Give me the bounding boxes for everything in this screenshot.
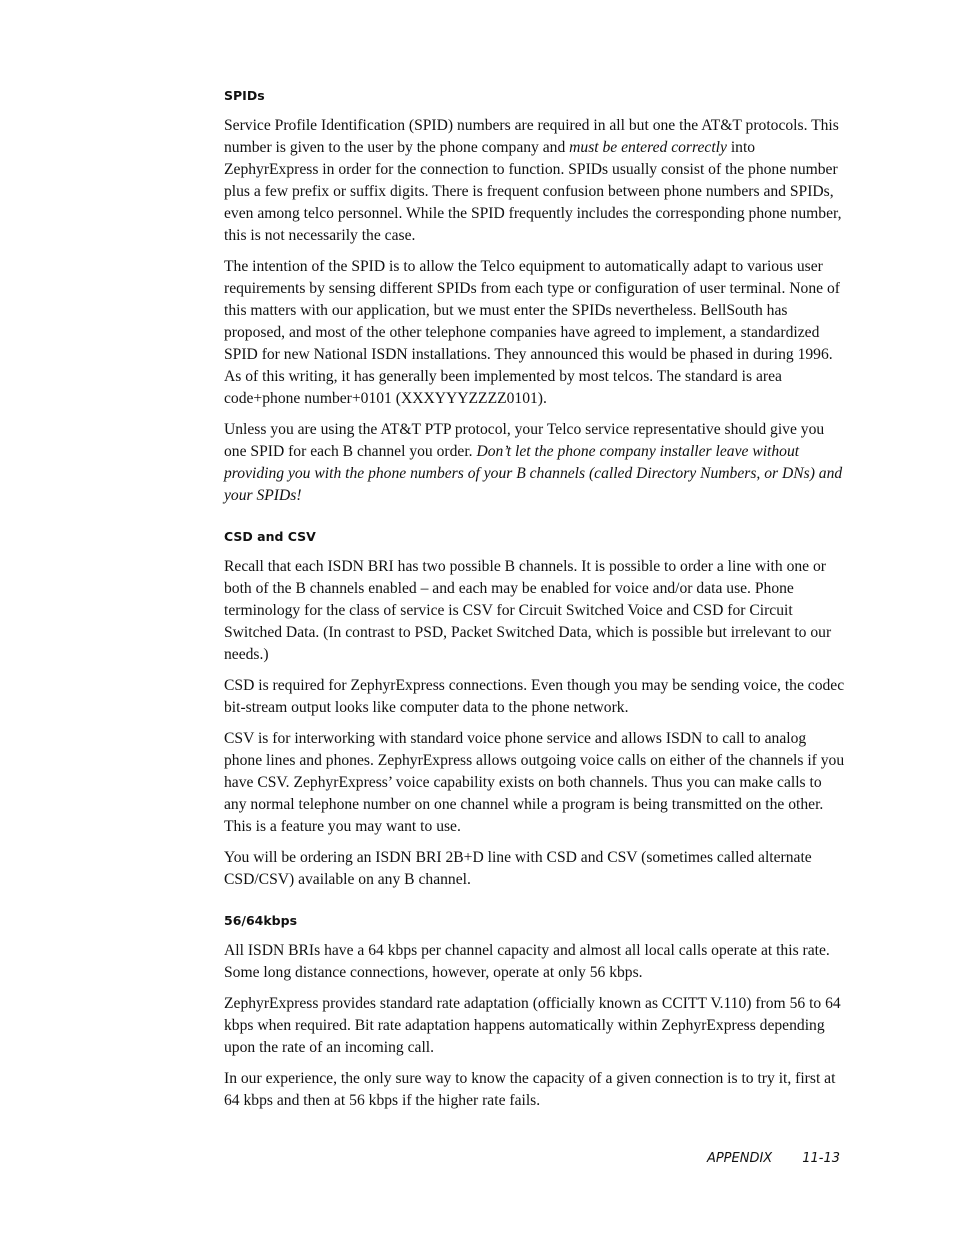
text-run: ZephyrExpress provides standard rate adaptation (officially known as CCITT V.110) from 56 to 64 kbps when required. Bit rate adaptation happens automatically within ZephyrExpress depending upon the rate of an incoming call. bbox=[224, 995, 841, 1056]
page-footer bbox=[640, 1151, 840, 1166]
italic-text-run: must be entered correctly bbox=[569, 139, 727, 156]
paragraph bbox=[224, 847, 848, 891]
heading-spids: SPIDs bbox=[224, 88, 265, 103]
paragraph bbox=[224, 556, 848, 666]
heading-56-64kbps: 56/64kbps bbox=[224, 913, 298, 928]
text-run: In our experience, the only sure way to know the capacity of a given connection is to try it, first at 64 kbps and then at 56 kbps if the higher rate fails. bbox=[224, 1070, 836, 1109]
text-run: Unless you are using the AT&T PTP protocol, your Telco service representative should give you one SPID for each B channel you order. bbox=[224, 421, 825, 460]
paragraph bbox=[224, 675, 848, 719]
text-run: The intention of the SPID is to allow the Telco equipment to automatically adapt to various user requirements by sensing different SPIDs from each type or configuration of user terminal. None of this matters with our application, but we must enter the SPIDs nevertheless. BellSouth has proposed, and most of the other telephone companies have agreed to implement, a standardized SPID for new National ISDN installations. They announced this would be phased in during 1996. As of this writing, it has generally been implemented by most telcos. The standard is area code+phone number+0101 (XXXYYYZZZZ0101). bbox=[224, 258, 840, 407]
paragraph bbox=[224, 728, 848, 838]
text-run: Recall that each ISDN BRI has two possible B channels. It is possible to order a line with one or both of the B channels enabled – and each may be enabled for voice and/or data use. Phone terminology for the class of service is CSV for Circuit Switched Voice and CSD for Circuit Switched Data. (In contrast to PSD, Packet Switched Data, which is possible but irrelevant to our needs.) bbox=[224, 558, 832, 663]
text-run: CSD is required for ZephyrExpress connections. Even though you may be sending voice, the codec bit-stream output looks like computer data to the phone network. bbox=[224, 677, 845, 716]
paragraph bbox=[224, 115, 848, 247]
paragraph bbox=[224, 256, 848, 410]
italic-text-run: Don’t let the phone company installer leave without providing you with the phone numbers of your B channels (called Directory Numbers, or DNs) and your SPIDs! bbox=[224, 443, 843, 504]
page-number: 11-13 bbox=[802, 1151, 840, 1166]
paragraph bbox=[224, 940, 848, 984]
footer-section-label: APPENDIX bbox=[706, 1151, 773, 1166]
text-run: CSV is for interworking with standard voice phone service and allows ISDN to call to analog phone lines and phones. ZephyrExpress allows outgoing voice calls on either of the channels if you have CSV. ZephyrExpress’ voice capability exists on both channels. Thus you can make calls to any normal telephone number on one channel while a program is being transmitted on the other. This is a feature you may want to use. bbox=[224, 730, 845, 835]
paragraph bbox=[224, 993, 848, 1059]
heading-csd-csv: CSD and CSV bbox=[224, 529, 316, 544]
text-run: You will be ordering an ISDN BRI 2B+D line with CSD and CSV (sometimes called alternate CSD/CSV) available on any B channel. bbox=[224, 849, 812, 888]
paragraph bbox=[224, 1068, 848, 1112]
text-run: into ZephyrExpress in order for the connection to function. SPIDs usually consist of the phone number plus a few prefix or suffix digits. There is frequent confusion between phone numbers and SPIDs, even among telco personnel. While the SPID frequently includes the corresponding phone number, this is not necessarily the case. bbox=[224, 139, 842, 244]
paragraph bbox=[224, 419, 848, 507]
text-run: All ISDN BRIs have a 64 kbps per channel capacity and almost all local calls operate at this rate. Some long distance connections, however, operate at only 56 kbps. bbox=[224, 942, 830, 981]
page-body bbox=[224, 86, 848, 1121]
text-run: Service Profile Identification (SPID) numbers are required in all but one the AT&T protocols. This number is given to the user by the phone company and bbox=[224, 117, 839, 156]
